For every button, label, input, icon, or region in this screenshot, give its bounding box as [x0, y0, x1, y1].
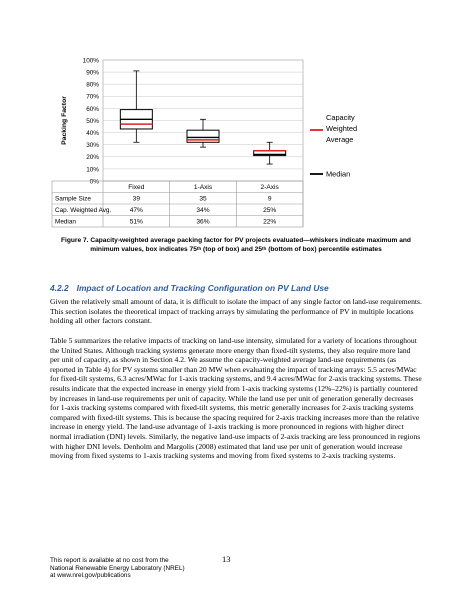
table-cell: 51% [129, 218, 143, 226]
table-cell: 35 [199, 195, 207, 203]
y-tick-label: 40% [86, 130, 99, 137]
paragraph-1: Given the relatively small amount of data, it is difficult to isolate the impact of any single factor on land-use requirements. This section isolates the theoretical impact of tracking arrays by simulating the performance of PV in multiple locations holding all other factors constant. [50, 297, 422, 326]
y-axis-label: Packing Factor [61, 96, 68, 145]
section-number: 4.2.2 [50, 283, 69, 293]
y-tick-label: 100% [82, 57, 99, 65]
footer-line-2: National Renewable Energy Laboratory (NREL) [50, 564, 185, 572]
paragraph-2: Table 5 summarizes the relative impacts of tracking on land-use intensity, simulated for a variety of locations throughout the United States. Although tracking systems generate more energy than fixed-tilt systems, they also require more land per unit of capacity, as shown in Section 4.2. We assume the capacity-weighted average land-use requirements (as reported in Table 4) for PV systems smaller than 20 MW when evaluating the impact of tracking arrays: 5.5 acres/MWac for fixed-tilt systems, 6.3 acres/MWac for 1-axis tracking systems, and 9.4 acres/MWac for 2-axis tracking systems. These results indicate that the expected increase in energy yield from 1-axis tracking systems (12%–22%) is partially countered by increases in land-use requirements per unit of capacity. While the land use per unit of generation generally decreases for 1-axis tracking systems compared with fixed-tilt systems, this metric generally increases for 2-axis tracking systems compared with fixed-tilt systems. This is because the spacing required for 2-axis tracking increases more than the relative increase in energy yield. The land-use advantage of 1-axis tracking is more pronounced in regions with higher direct normal irradiation (DNI) levels. Similarly, the negative land-use impacts of 2-axis tracking are less pronounced in regions with higher DNI levels. Denholm and Margolis (2008) estimated that land use per unit of generation would increase moving from fixed systems to 1-axis tracking systems and moving from fixed systems to 2-axis tracking systems. [50, 336, 422, 461]
y-tick-label: 60% [86, 105, 99, 113]
figure-caption: Figure 7. Capacity-weighted average packing factor for PV projects evaluated—whiskers indicate maximum and minimum values, box indicates 75th (top of box) and 25th (bottom of box) percentile estimates [61, 237, 411, 253]
footer-line-3: at www.nrel.gov/publications [50, 572, 131, 580]
footer-note [50, 557, 210, 580]
y-tick-label: 80% [86, 81, 99, 89]
table-row-label: Sample Size [55, 195, 91, 203]
legend-label-capacity-weighted: Weighted [326, 124, 358, 133]
table-cell: 39 [132, 195, 141, 203]
x-category-label: 1-Axis [193, 184, 213, 192]
y-tick-label: 70% [86, 93, 99, 101]
legend-label-capacity-weighted: Average [326, 135, 354, 144]
table-row-label: Median [55, 218, 76, 226]
table-cell: 36% [196, 218, 210, 226]
section-heading [50, 283, 422, 293]
page-number: 13 [222, 554, 231, 564]
x-category-label: 2-Axis [260, 184, 279, 192]
y-tick-label: 90% [86, 69, 99, 77]
legend-label-capacity-weighted: Capacity [326, 113, 355, 122]
table-cell: 47% [129, 207, 143, 215]
y-tick-label: 30% [86, 142, 99, 150]
footer-line-1: This report is available at no cost from the [50, 557, 169, 564]
table-cell: 9 [267, 195, 272, 203]
y-tick-label: 50% [86, 117, 99, 125]
packing-factor-boxplot [50, 50, 370, 235]
y-tick-label: 0% [89, 178, 99, 186]
table-cell: 34% [196, 207, 210, 215]
y-tick-label: 10% [86, 166, 99, 174]
table-row-label: Cap. Weighted Avg. [55, 207, 112, 215]
x-category-label: Fixed [128, 184, 145, 192]
y-tick-label: 20% [86, 154, 99, 162]
legend-label-median: Median [326, 169, 351, 179]
table-cell: 25% [263, 207, 277, 215]
section-title: Impact of Location and Tracking Configuration on PV Land Use [76, 283, 329, 293]
table-cell: 22% [263, 218, 277, 226]
